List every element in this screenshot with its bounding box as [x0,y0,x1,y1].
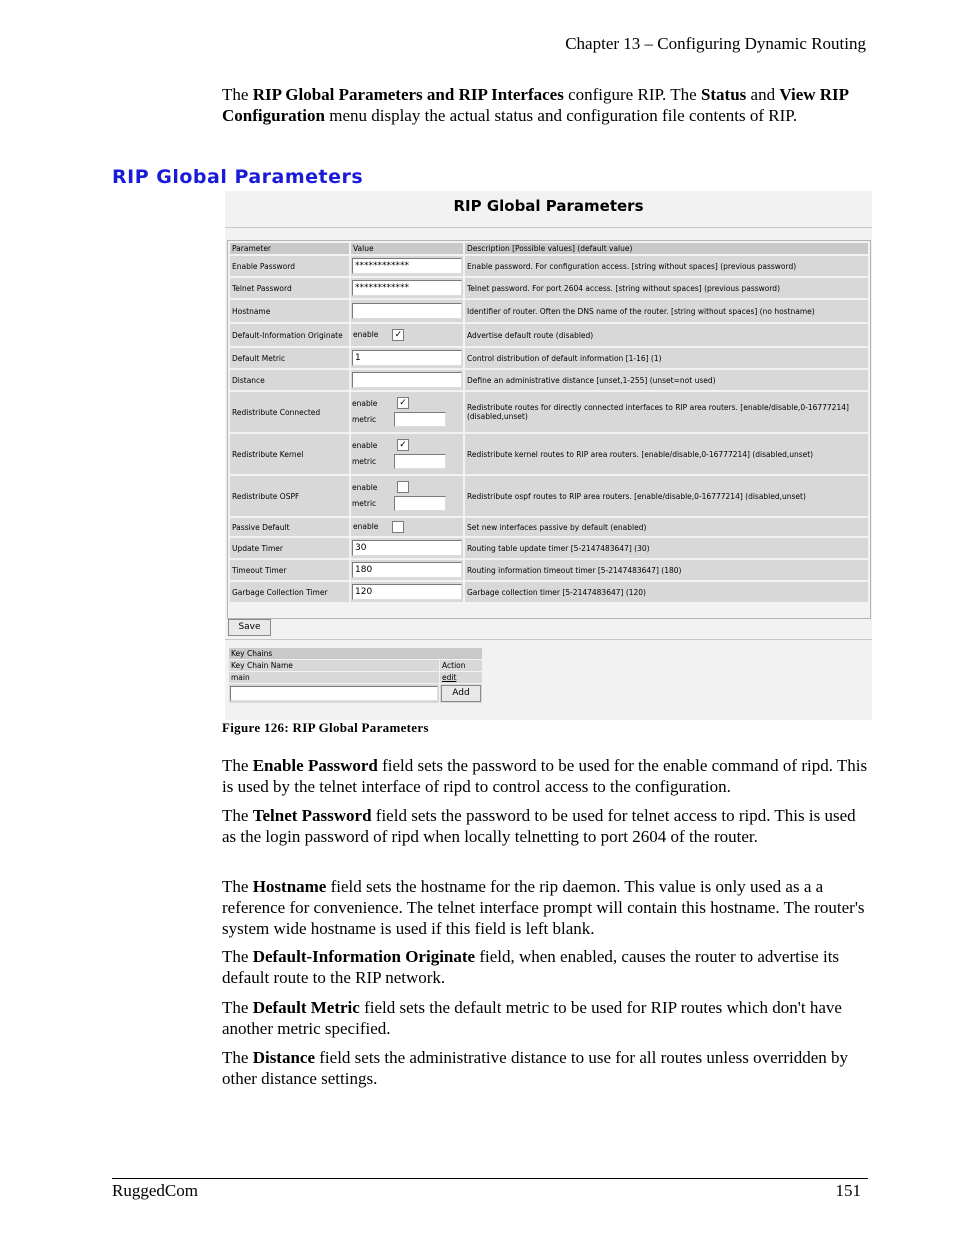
enable-password-input[interactable]: ************ [352,258,462,274]
footer-rule [112,1178,868,1179]
param-description: Routing table update timer [5-2147483647] (30) [465,538,868,558]
passive-default-checkbox[interactable] [392,521,404,533]
edit-link[interactable]: edit [442,673,457,682]
table-row [230,324,868,346]
redistribute-ospf-checkbox[interactable] [397,481,409,493]
header-parameter: Parameter [230,243,349,254]
header-action: Action [440,660,482,671]
divider [225,639,872,640]
enable-label: enable [353,330,379,339]
table-row [230,582,868,602]
table-header-row [230,243,868,254]
key-chains-table [228,647,483,704]
header-description: Description [Possible values] (default value) [465,243,868,254]
param-description: Routing information timeout timer [5-2147483647] (180) [465,560,868,580]
param-description: Redistribute routes for directly connected interfaces to RIP area routers. [enable/disable,0-16777214] (disabled,unset) [465,392,868,432]
figure-caption: Figure 126: RIP Global Parameters [222,720,429,735]
param-label: Passive Default [230,518,349,536]
page-number: 151 [835,1181,861,1200]
telnet-password-input[interactable]: ************ [352,280,462,296]
param-description: Advertise default route (disabled) [465,324,868,346]
param-label: Hostname [230,300,349,322]
table-row [230,560,868,580]
param-label: Enable Password [230,256,349,276]
body-paragraph: The Hostname field sets the hostname for the rip daemon. This value is only used as a a reference for convenience. The telnet interface prompt will contain this hostname. The router's system wide hostname is used if this field is left blank. [222,877,865,938]
enable-label: enable [351,397,393,409]
table-row [230,370,868,390]
header-value: Value [351,243,463,254]
table-row [230,392,868,432]
param-description: Telnet password. For port 2604 access. [string without spaces] (previous password) [465,278,868,298]
save-button[interactable]: Save [228,619,271,636]
param-label: Distance [230,370,349,390]
body-paragraph: The Default-Information Originate field, when enabled, causes the router to advertise its default route to the RIP network. [222,947,840,987]
body-paragraph: The Telnet Password field sets the password to be used for telnet access to ripd. This is used as the login password of ripd when locally telnetting to port 2604 of the router. [222,806,856,846]
param-description: Control distribution of default information [1-16] (1) [465,348,868,368]
param-label: Timeout Timer [230,560,349,580]
table-row [230,518,868,536]
param-label: Redistribute Kernel [230,434,349,474]
body-paragraph: The Enable Password field sets the password to be used for the enable command of ripd. This is used by the telnet interface of ripd to control access to the configuration. [222,756,868,796]
hostname-input[interactable] [352,303,462,319]
section-heading: RIP Global Parameters [112,166,364,188]
table-row [230,256,868,276]
header-key-chain-name: Key Chain Name [229,660,439,671]
param-description: Garbage collection timer [5-2147483647] (120) [465,582,868,602]
body-paragraph: The Distance field sets the administrative distance to use for all routes unless overridden by other distance settings. [222,1048,849,1088]
param-description: Set new interfaces passive by default (enabled) [465,518,868,536]
redistribute-kernel-metric-input[interactable] [394,454,446,469]
param-label: Redistribute OSPF [230,476,349,516]
chapter-header: Chapter 13 – Configuring Dynamic Routing [565,34,866,53]
param-description: Redistribute ospf routes to RIP area routers. [enable/disable,0-16777214] (disabled,unset) [465,476,868,516]
param-description: Enable password. For configuration access. [string without spaces] (previous password) [465,256,868,276]
add-button[interactable]: Add [441,685,481,702]
key-chain-name: main [229,672,439,683]
default-info-originate-checkbox[interactable]: ✓ [392,329,404,341]
table-row [230,476,868,516]
intro-paragraph: The RIP Global Parameters and RIP Interfaces configure RIP. The Status and View RIP Configuration menu display the actual status and configuration file contents of RIP. [222,85,849,125]
figure-title: RIP Global Parameters [453,197,644,215]
table-row [230,278,868,298]
param-description: Define an administrative distance [unset,1-255] (unset=not used) [465,370,868,390]
table-row [230,538,868,558]
distance-input[interactable] [352,372,462,388]
enable-label: enable [353,522,379,531]
param-label: Telnet Password [230,278,349,298]
parameters-table-frame [227,240,871,619]
param-description: Redistribute kernel routes to RIP area routers. [enable/disable,0-16777214] (disabled,unset) [465,434,868,474]
rip-global-parameters-screenshot [225,191,872,720]
redistribute-ospf-metric-input[interactable] [394,496,446,511]
redistribute-connected-metric-input[interactable] [394,412,446,427]
param-description: Identifier of router. Often the DNS name of the router. [string without spaces] (no hostname) [465,300,868,322]
metric-label: metric [351,412,393,427]
table-row [230,300,868,322]
param-label: Garbage Collection Timer [230,582,349,602]
metric-label: metric [351,496,393,511]
timeout-timer-input[interactable]: 180 [352,562,462,578]
update-timer-input[interactable]: 30 [352,540,462,556]
garbage-timer-input[interactable]: 120 [352,584,462,600]
metric-label: metric [351,454,393,469]
parameters-table [228,241,870,604]
param-label: Default-Information Originate [230,324,349,346]
footer-company: RuggedCom [112,1181,198,1200]
param-label: Default Metric [230,348,349,368]
new-key-chain-input[interactable] [230,686,438,701]
key-chains-title: Key Chains [229,648,482,659]
body-paragraph: The Default Metric field sets the default metric to be used for RIP routes which don't have another metric specified. [222,998,842,1038]
list-item [229,672,482,683]
enable-label: enable [351,481,393,493]
redistribute-kernel-checkbox[interactable]: ✓ [397,439,409,451]
table-row [230,348,868,368]
param-label: Update Timer [230,538,349,558]
divider [225,227,872,228]
enable-label: enable [351,439,393,451]
param-label: Redistribute Connected [230,392,349,432]
table-row [230,434,868,474]
redistribute-connected-checkbox[interactable]: ✓ [397,397,409,409]
default-metric-input[interactable]: 1 [352,350,462,366]
key-chains-panel [228,647,483,704]
